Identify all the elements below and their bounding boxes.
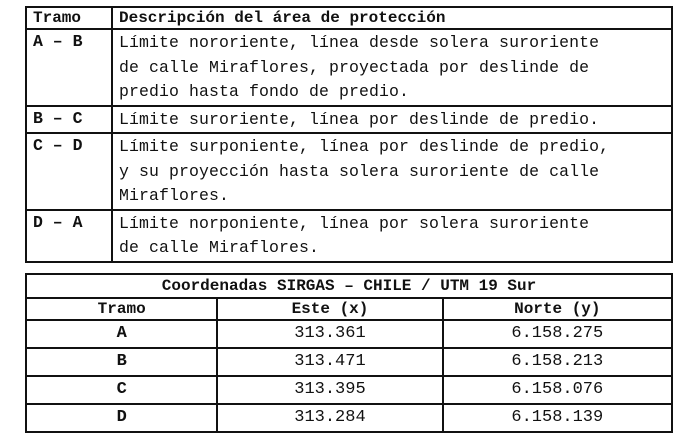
descripcion-cell <box>112 29 672 106</box>
tramo-cell: D <box>26 404 217 432</box>
norte-cell: 6.158.139 <box>443 404 672 432</box>
este-cell: 313.284 <box>217 404 442 432</box>
norte-cell: 6.158.076 <box>443 376 672 404</box>
descripcion-line: de calle Miraflores, proyectada por deslinde de <box>119 57 590 77</box>
descripcion-cell <box>112 133 672 210</box>
table-row <box>26 320 672 348</box>
descripcion-line: de calle Miraflores. <box>119 238 320 257</box>
descripcion-line: Miraflores. <box>119 186 230 205</box>
tramo-cell: B <box>26 348 217 376</box>
table-row <box>26 348 672 376</box>
header-tramo: Tramo <box>26 7 112 29</box>
descripcion-cell <box>112 210 672 262</box>
tramos-description-table <box>25 6 673 263</box>
norte-cell: 6.158.275 <box>443 320 672 348</box>
table-row <box>26 404 672 432</box>
tramo-cell: A <box>26 320 217 348</box>
coordinates-title-row <box>26 274 672 298</box>
table-row <box>26 210 672 262</box>
coordinates-title: Coordenadas SIRGAS – CHILE / UTM 19 Sur <box>26 274 672 298</box>
table-row <box>26 106 672 134</box>
header-este: Este (x) <box>217 298 442 320</box>
descripcion-line: Límite surponiente, línea por deslinde de predio, <box>119 137 610 156</box>
este-cell: 313.471 <box>217 348 442 376</box>
tramo-cell: C – D <box>26 133 112 210</box>
tramo-cell: B – C <box>26 106 112 134</box>
table-row <box>26 376 672 404</box>
este-cell: 313.395 <box>217 376 442 404</box>
header-norte: Norte (y) <box>443 298 672 320</box>
descripcion-cell <box>112 106 672 134</box>
header-tramo: Tramo <box>26 298 217 320</box>
descripcion-line: Límite norponiente, línea por solera suroriente <box>119 213 590 233</box>
norte-cell: 6.158.213 <box>443 348 672 376</box>
descripcion-line: predio hasta fondo de predio. <box>119 82 410 101</box>
tramo-cell: C <box>26 376 217 404</box>
coordinates-table <box>25 273 673 433</box>
descripcion-line: y su proyección hasta solera suroriente de calle <box>119 161 600 181</box>
este-cell: 313.361 <box>217 320 442 348</box>
table-row <box>26 29 672 106</box>
tramo-cell: A – B <box>26 29 112 106</box>
tramos-header-row <box>26 7 672 29</box>
descripcion-line: Límite suroriente, línea por deslinde de predio. <box>119 109 600 129</box>
tramo-cell: D – A <box>26 210 112 262</box>
descripcion-line: Límite nororiente, línea desde solera suroriente <box>119 33 600 52</box>
coordinates-header-row <box>26 298 672 320</box>
header-descripcion: Descripción del área de protección <box>112 7 672 29</box>
table-row <box>26 133 672 210</box>
